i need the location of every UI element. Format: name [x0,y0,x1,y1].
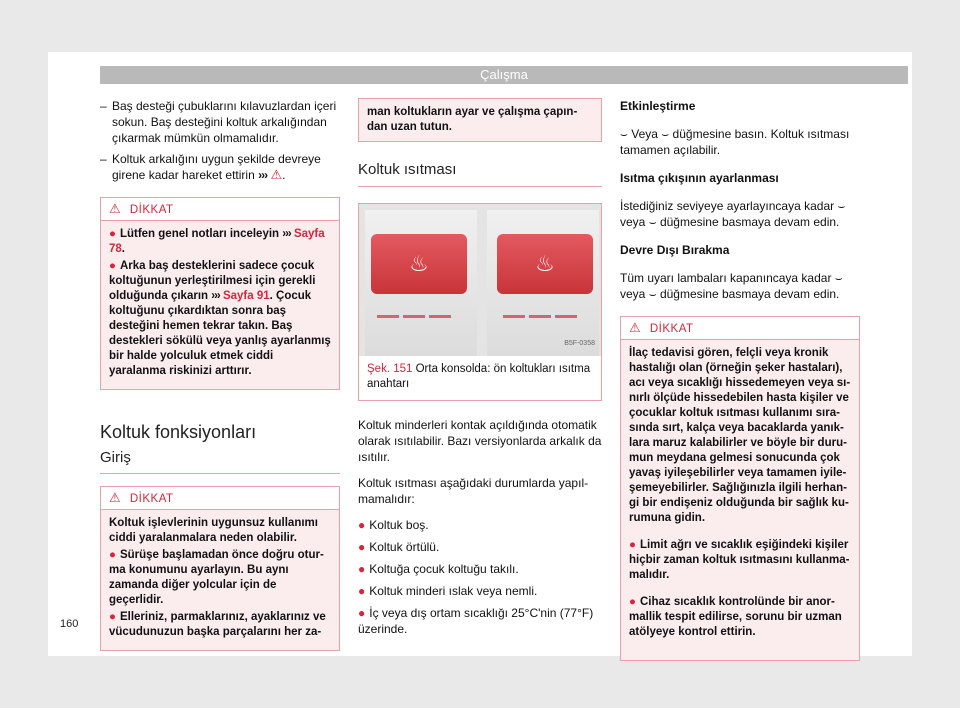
section-title: Koltuk fonksiyonları [100,422,257,442]
warning-header [101,198,339,221]
list-item: ● Koltuk örtülü. [358,540,440,554]
paragraph: Koltuk minderleri kontak açıldığında otomatik olarak ısıtılabilir. Bazı versiyonlarda arkalık da ısıtılır. [358,418,602,464]
warning-bullet: ● Lütfen genel notları inceleyin ››› Sayfa 78. [109,228,325,255]
subsection-title: Giriş [100,450,340,474]
instruction-step: – Koltuk arkalığını uygun şekilde devreye girene kadar hareket ettirin ››› ⚠. [100,152,321,182]
warning-bullet: ● Sürüşe başlamadan önce doğru oturma konumunu ayarlayın. Bu aynı zamanda diğer yolcular için de geçerlidir. [109,549,324,606]
left-seat-heat-icon: ⌣ [837,199,846,213]
manual-page [48,52,912,656]
figure-code: B5F-0358 [564,340,595,347]
bullet-dot: ● [358,584,366,598]
left-seat-heat-icon: ⌣ [620,127,628,141]
step-text: Koltuk arkalığını uygun şekilde devreye girene kadar hareket ettirin [112,152,321,182]
warning-header [101,487,339,510]
paragraph: ⌣ Veya ⌣ düğmesine basın. Koltuk ısıtması tamamen açılabilir. [620,127,850,157]
list-item: ● İç veya dış ortam sıcaklığı 25°C'nin (77°F) üzerinde. [358,606,594,636]
right-seat-heat-icon: ♨ [535,251,555,276]
warning-intro: Koltuk işlevlerinin uygunsuz kullanımı ciddi yaralanmalara neden olabilir. [109,517,318,544]
warning-label: DİKKAT [649,323,694,335]
bullet-dot: ● [109,549,116,561]
warning-continuation: man koltukların ayar ve çalışma çapından uzan tutun. [358,98,602,142]
warning-intro: İlaç tedavisi gören, felçli veya kronik hastalığı olan (örneğin şeker hastaları), acı veya sıcaklığı hissedemeyen veya sınırlı ölçüde hissedebilen hasta kişiler ve çocuklar koltuk ısıtması kullanımı sırasında sırt, kalça veya bacaklarda yanıklara maruz kalabilirler ve böyle bir durumun meydana gelmesi sonucunda çok yavaş iyileşebilirler veya tamamen iyileşemeyebilirler. Sağlığınızla ilgili herhangi bir endişeniz olduğunda bir sağlık kurumuna gidin. [629,347,851,524]
warning-triangle-icon[interactable]: ⚠ [270,167,283,182]
warning-label: DİKKAT [129,493,174,505]
figure-caption [359,356,601,400]
heading-activation: Etkinleştirme [620,99,696,113]
section-title: Koltuk ısıtması [358,162,602,187]
instruction-step [100,98,340,146]
figure [358,203,602,401]
figure-label: Şek. 151 [367,363,413,375]
paragraph: İstediğiniz seviyeye ayarlayıncaya kadar ⌣ veya ⌣ düğmesine basmaya devam edin. [620,199,846,229]
warning-box [620,316,860,661]
bullet-dot: ● [629,596,636,608]
warning-bullet: ● Elleriniz, parmaklarınız, ayaklarınız ve vücudunuzun başka parçalarını her za- [109,611,326,638]
heading-disable: Devre Dışı Bırakma [620,243,730,257]
bullet-dot: ● [629,539,636,551]
list-item: ● Koltuk minderi ıslak veya nemli. [358,584,538,598]
warning-bullet: ● Arka baş desteklerini sadece çocuk koltuğunun yerleştirilmesi için gerekli olduğunda çıkarın ››› Sayfa 91. Çocuk koltuğunu çıkardıktan sonra baş desteğini hemen tekrar takın. Baş destekleri sökülü veya yanlış ayarlanmış bir halde yolculuk etmek ciddi yaralanma riskinizi arttırır. [109,260,331,377]
warning-body [621,340,859,660]
left-seat-heat-button [371,234,467,294]
warning-triangle-icon: ⚠ [109,201,121,216]
list-item: ● Koltuk boş. [358,518,429,532]
page-header: Çalışma [100,66,908,84]
paragraph: Tüm uyarı lambaları kapanıncaya kadar ⌣ veya ⌣ düğmesine basmaya devam edin. [620,271,843,301]
right-switch-panel [487,210,599,356]
bullet-dot: ● [109,260,116,272]
column-1 [100,98,340,651]
page-number: 160 [60,618,79,630]
warning-header [621,317,859,340]
left-seat-heat-icon: ♨ [409,251,429,276]
indicator-lamps [377,306,455,309]
indicator-lamps [503,306,581,309]
heading-adjust: Isıtma çıkışının ayarlanması [620,171,779,185]
warning-bullet: ● Limit ağrı ve sıcaklık eşiğindeki kişiler hiçbir zaman koltuk ısıtmasını kullanmamalıdır. [629,539,850,581]
step-text: Baş desteği çubuklarını kılavuzlardan içeri sokun. Baş desteğini koltuk arkalığından çıkarmak mümkün olmamalıdır. [112,99,337,145]
figure-image [359,204,601,356]
page-link[interactable]: Sayfa 78 [109,228,325,255]
bullet-dot: ● [109,228,116,240]
warning-label: DİKKAT [129,204,174,216]
paragraph: Koltuk ısıtması aşağıdaki durumlarda yapılmamalıdır: [358,476,589,506]
warning-box [100,486,340,651]
warning-body [101,221,339,389]
right-seat-heat-icon: ⌣ [648,287,657,301]
bullet-dot: ● [358,606,366,620]
dash-marker: – [100,99,107,113]
bullet-dot: ● [358,562,366,576]
reference-arrow: ››› [211,290,220,302]
right-seat-heat-button [497,234,593,294]
warning-triangle-icon: ⚠ [109,490,121,505]
page-link[interactable]: Sayfa 91 [222,290,270,302]
warning-triangle-icon: ⚠ [629,320,641,335]
dash-marker: – [100,152,107,166]
right-seat-heat-icon: ⌣ [661,127,670,141]
left-switch-panel [365,210,477,356]
column-3 [620,98,860,661]
reference-arrow: ››› [282,228,291,240]
condition-list [358,517,602,637]
warning-body [101,510,339,650]
column-2 [358,98,602,643]
list-item: ● Koltuğa çocuk koltuğu takılı. [358,562,519,576]
caption-text: Orta konsolda: ön koltukları ısıtma anahtarı [367,363,591,390]
bullet-dot: ● [358,518,366,532]
warning-bullet: ● Cihaz sıcaklık kontrolünde bir anormallik tespit edilirse, sorunu bir uzman atölyeye kontrol ettirin. [629,596,842,638]
bullet-dot: ● [109,611,116,623]
warning-box [100,197,340,390]
bullet-dot: ● [358,540,366,554]
right-seat-heat-icon: ⌣ [648,215,657,229]
left-seat-heat-icon: ⌣ [834,271,843,285]
reference-arrow[interactable]: ››› [258,168,268,182]
